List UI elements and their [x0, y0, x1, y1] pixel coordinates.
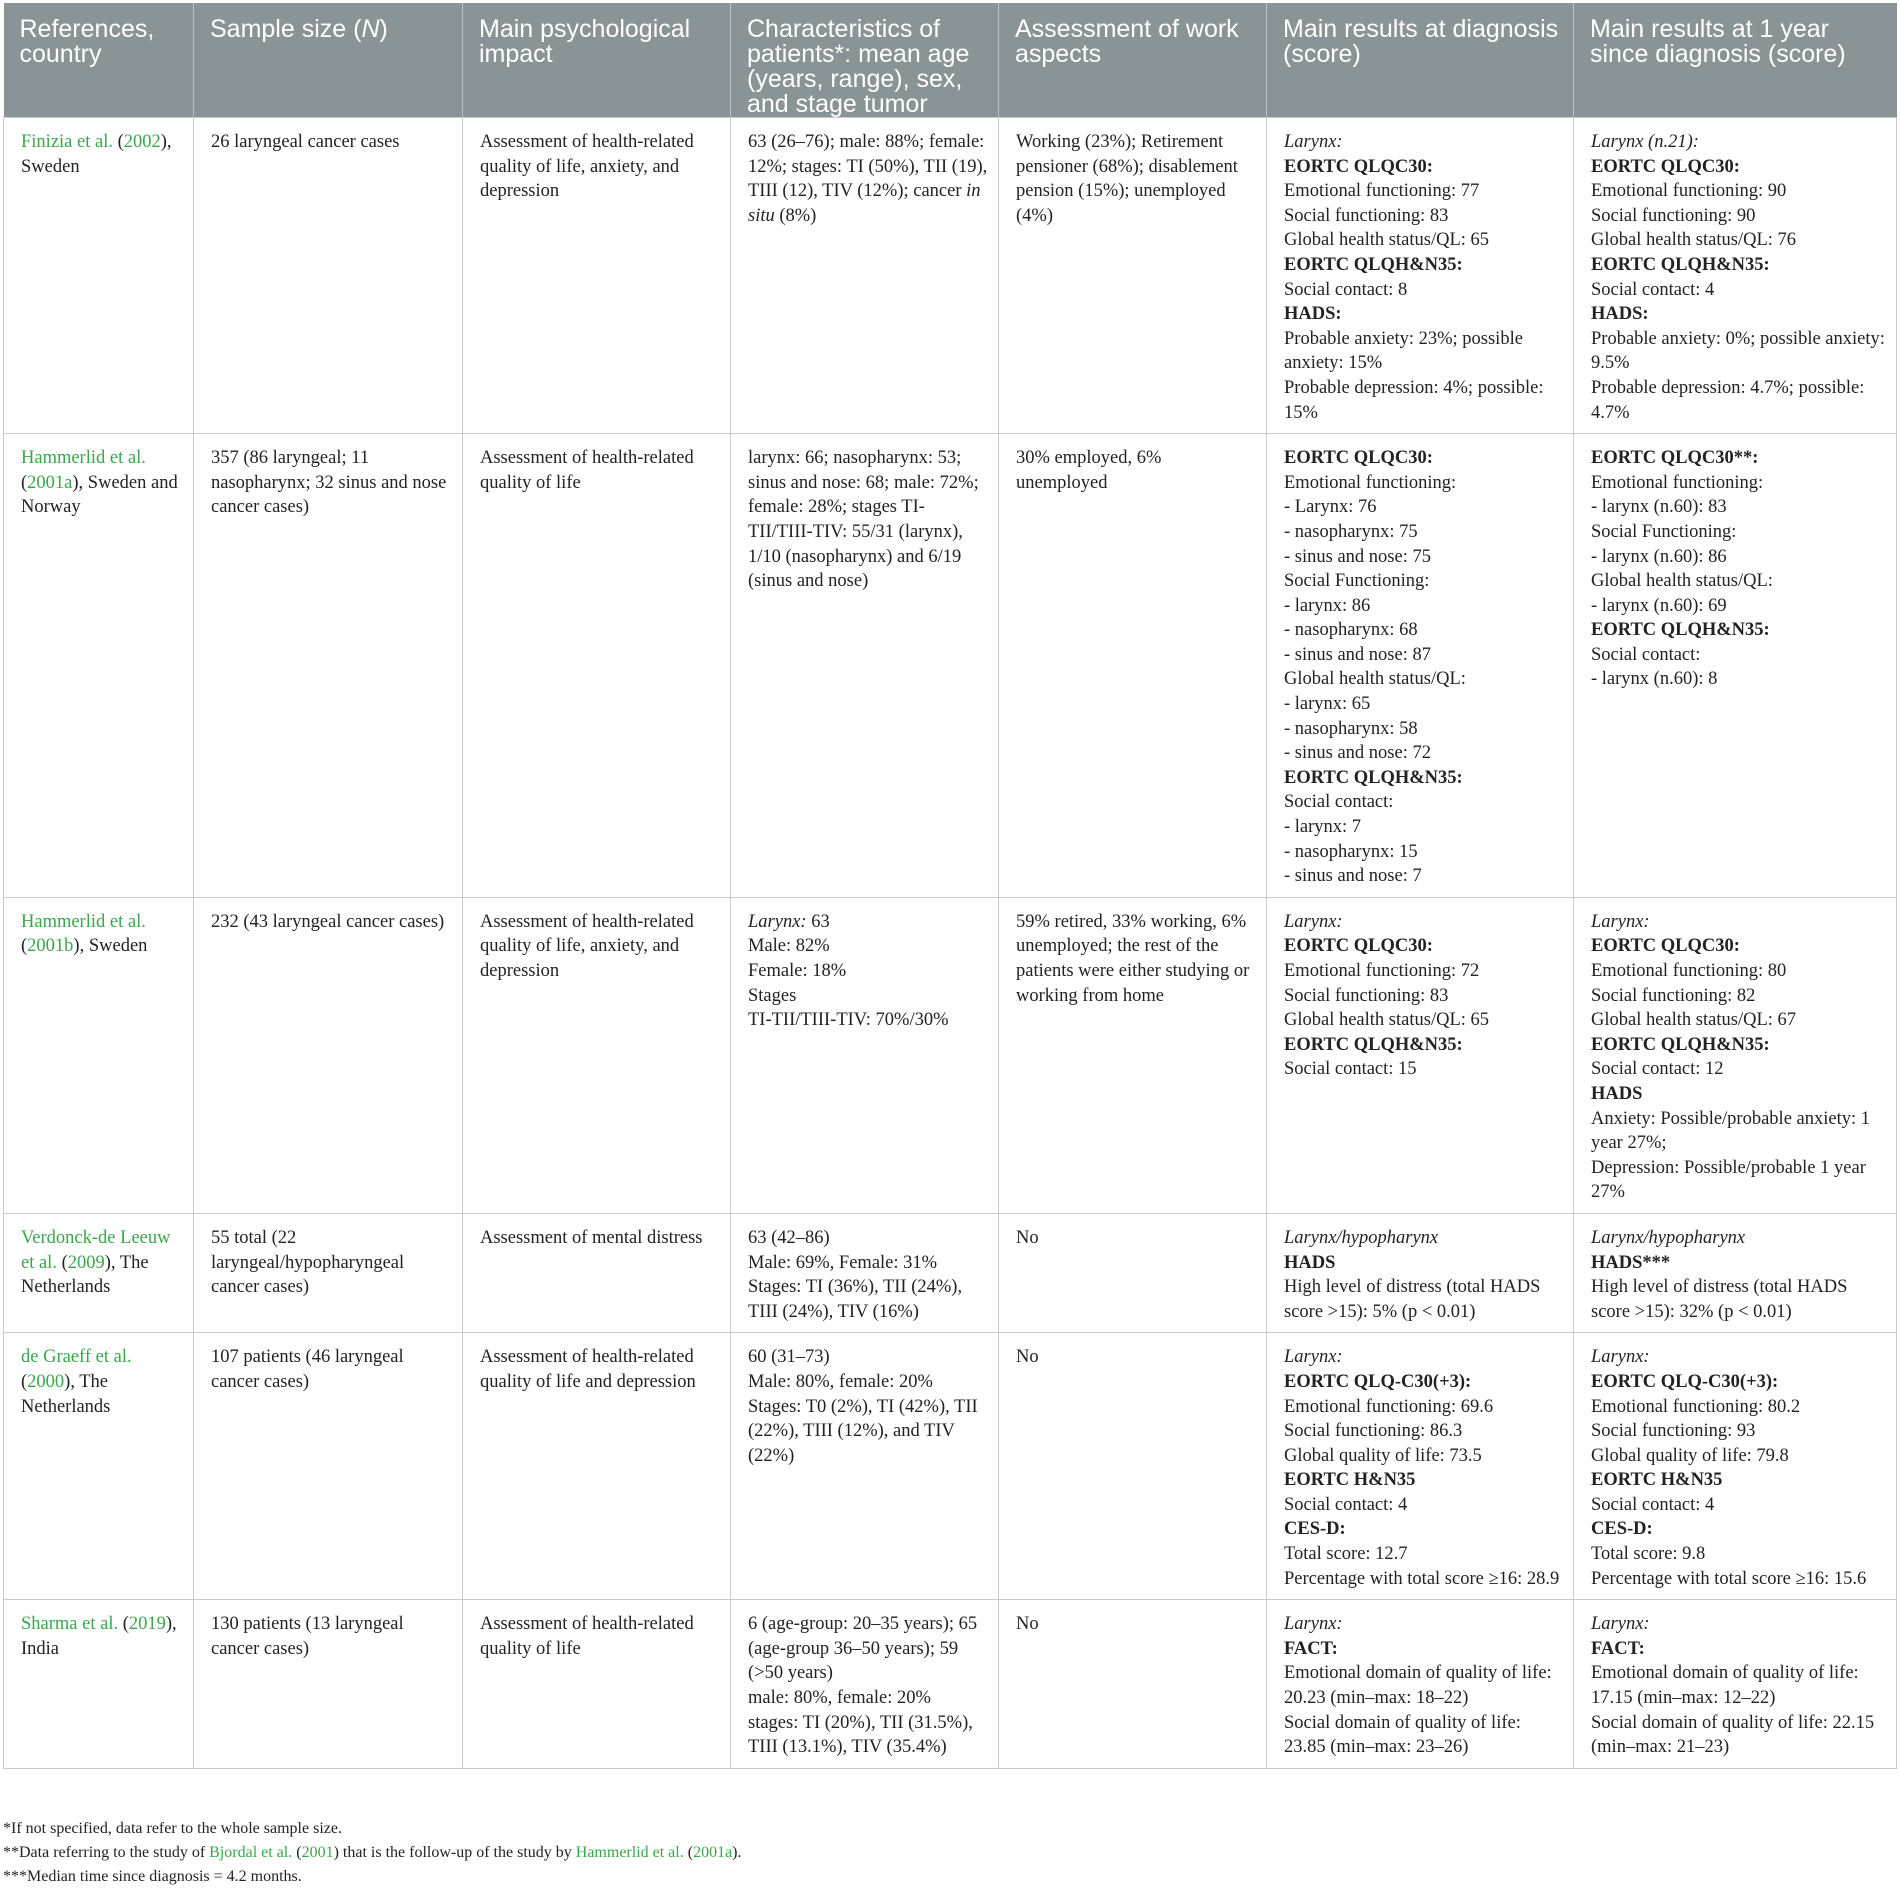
- citation-link[interactable]: Verdonck-de Leeuw et al.: [21, 1227, 171, 1273]
- result-line: EORTC QLQC30:: [1284, 936, 1433, 957]
- table-container: [3, 3, 1896, 1769]
- cell-psych-impact: Assessment of health-related quality of life: [463, 1600, 731, 1769]
- citation-link[interactable]: Hammerlid et al.: [21, 448, 146, 469]
- header-row: [4, 3, 1897, 118]
- result-line: CES-D:: [1284, 1519, 1346, 1540]
- result-line: Social contact:: [1284, 792, 1394, 813]
- text-run: 63 (26–76); male: 88%; female: 12%; stages: TI (50%), TII (19), TIII (12), TIV (12%); cancer: [748, 132, 988, 202]
- text-run: Female: 18%: [748, 961, 847, 981]
- cell-characteristics: [731, 897, 999, 1213]
- result-line: Social functioning: 90: [1591, 205, 1756, 226]
- citation-link[interactable]: Finizia et al.: [21, 132, 113, 152]
- cell-reference: Hammerlid et al. (2001a), Sweden and Norway: [4, 434, 194, 898]
- result-line: - sinus and nose: 75: [1284, 546, 1431, 567]
- result-line: - nasopharynx: 58: [1284, 718, 1418, 739]
- cell-characteristics: [731, 118, 999, 434]
- cell-results-1year: [1574, 434, 1897, 898]
- citation-year-link[interactable]: 2001a: [27, 472, 73, 493]
- cell-psych-impact: Assessment of health-related quality of life, anxiety, and depression: [463, 897, 731, 1213]
- result-line: EORTC QLQH&N35:: [1591, 254, 1770, 275]
- header-sample-size: Sample size (N): [194, 3, 463, 118]
- result-line: Emotional functioning:: [1591, 472, 1764, 493]
- cell-reference: Finizia et al. (2002), Sweden: [4, 118, 194, 434]
- result-line: Total score: 12.7: [1284, 1544, 1408, 1565]
- citation-year-link[interactable]: 2000: [27, 1371, 65, 1392]
- text-run: Male: 82%: [748, 936, 830, 957]
- result-line: 20.23 (min–max: 18–22): [1284, 1688, 1469, 1709]
- cell-characteristics: [731, 434, 999, 898]
- result-line: Global health status/QL: 67: [1591, 1010, 1797, 1031]
- result-line: Emotional functioning: 80: [1591, 961, 1787, 981]
- cell-work-aspects: 30% employed, 6% unemployed: [999, 434, 1267, 898]
- table-row: [4, 1333, 1897, 1600]
- result-line: Anxiety: Possible/probable anxiety: 1 year 27%;: [1591, 1108, 1870, 1154]
- result-line: FACT:: [1284, 1638, 1338, 1659]
- result-line: - nasopharynx: 15: [1284, 841, 1418, 862]
- result-line: Percentage with total score ≥16: 28.9: [1284, 1568, 1560, 1589]
- result-line: Global health status/QL: 65: [1284, 1010, 1490, 1031]
- text-run: Male: 80%, female: 20%: [748, 1371, 933, 1392]
- cell-work-aspects: Working (23%); Retirement pensioner (68%); disablement pension (15%); unemployed (4%): [999, 118, 1267, 434]
- result-line: Social contact: 4: [1591, 279, 1715, 300]
- cell-reference: de Graeff et al. (2000), The Netherlands: [4, 1333, 194, 1600]
- header-characteristics: Characteristics of patients*: mean age (years, range), sex, and stage tumor: [731, 3, 999, 118]
- cell-sample-size: 107 patients (46 laryngeal cancer cases): [194, 1333, 463, 1600]
- citation-year-link[interactable]: 2001b: [27, 936, 74, 957]
- result-line: - sinus and nose: 72: [1284, 743, 1431, 764]
- result-line: Global health status/QL:: [1284, 669, 1466, 690]
- result-line: Larynx/hypopharynx: [1591, 1227, 1746, 1248]
- cell-sample-size: 55 total (22 laryngeal/hypopharyngeal cancer cases): [194, 1213, 463, 1332]
- result-line: Social Functioning:: [1591, 521, 1737, 542]
- result-line: Emotional functioning: 77: [1284, 181, 1480, 202]
- table-row: [4, 118, 1897, 434]
- result-line: Social contact: 15: [1284, 1059, 1417, 1080]
- result-line: Depression: Possible/probable 1 year 27%: [1591, 1157, 1866, 1203]
- result-line: EORTC QLQH&N35:: [1591, 620, 1770, 641]
- result-line: - sinus and nose: 7: [1284, 866, 1422, 887]
- result-line: Larynx:: [1284, 1347, 1343, 1368]
- result-line: Social contact:: [1591, 644, 1701, 665]
- cell-results-1year: [1574, 897, 1897, 1213]
- result-line: Emotional functioning:: [1284, 472, 1457, 493]
- result-line: EORTC H&N35: [1284, 1470, 1416, 1491]
- result-line: Social contact: 8: [1284, 279, 1408, 300]
- footnote-2: **Data referring to the study of Bjordal et al. (2001) that is the follow-up of the study by Hammerlid et al. (2001a).: [3, 1844, 742, 1861]
- cell-characteristics: [731, 1600, 999, 1769]
- result-line: Social functioning: 83: [1284, 205, 1449, 226]
- result-line: - larynx (n.60): 8: [1591, 669, 1718, 690]
- cell-psych-impact: Assessment of health-related quality of life and depression: [463, 1333, 731, 1600]
- result-line: - larynx (n.60): 83: [1591, 497, 1727, 518]
- result-line: Probable depression: 4%; possible: 15%: [1284, 377, 1544, 423]
- result-line: Larynx:: [1591, 1614, 1650, 1635]
- result-line: Larynx/hypopharynx: [1284, 1227, 1439, 1248]
- result-line: HADS:: [1284, 304, 1342, 325]
- result-line: Social functioning: 82: [1591, 985, 1756, 1006]
- result-line: Emotional functioning: 72: [1284, 961, 1480, 981]
- result-line: HADS***: [1591, 1252, 1671, 1273]
- text-run: in situ: [748, 181, 981, 226]
- text-run: TI-TII/TIII-TIV: 70%/30%: [748, 1010, 949, 1031]
- result-line: - larynx: 65: [1284, 694, 1371, 715]
- result-line: Larynx:: [1284, 911, 1343, 932]
- header-work-aspects: Assessment of work aspects: [999, 3, 1267, 118]
- result-line: Larynx:: [1284, 1614, 1343, 1635]
- footnote-3: ***Median time since diagnosis = 4.2 months.: [3, 1868, 302, 1885]
- result-line: High level of distress (total HADS score >15): 5% (p < 0.01): [1284, 1277, 1541, 1322]
- result-line: Probable depression: 4.7%; possible: 4.7%: [1591, 377, 1865, 423]
- cell-reference: Hammerlid et al. (2001b), Sweden: [4, 897, 194, 1213]
- result-line: Social contact: 4: [1591, 1494, 1715, 1515]
- text-run: 63 (42–86): [748, 1227, 830, 1248]
- result-line: EORTC QLQH&N35:: [1284, 254, 1463, 275]
- text-run: Male: 69%, Female: 31%: [748, 1252, 938, 1273]
- result-line: Emotional domain of quality of life:: [1284, 1663, 1552, 1684]
- result-line: Social Functioning:: [1284, 571, 1430, 592]
- result-line: Social domain of quality of life: 23.85 (min–max: 23–26): [1284, 1712, 1521, 1758]
- cell-results-diagnosis: [1267, 118, 1574, 434]
- result-line: Emotional functioning: 90: [1591, 181, 1787, 202]
- result-line: Larynx:: [1284, 132, 1343, 152]
- cell-results-1year: [1574, 1333, 1897, 1600]
- cell-characteristics: [731, 1333, 999, 1600]
- result-line: EORTC QLQC30:: [1284, 448, 1433, 469]
- text-run: Stages: TI (36%), TII (24%), TIII (24%), TIV (16%): [748, 1277, 963, 1322]
- result-line: - larynx: 86: [1284, 595, 1371, 616]
- cell-psych-impact: Assessment of health-related quality of life: [463, 434, 731, 898]
- text-run: larynx: 66; nasopharynx: 53; sinus and nose: 68; male: 72%; female: 28%; stages TI-TII/TIII-TIV: 55/31 (larynx), 1/10 (nasopharynx) and 6/19 (sinus and nose): [748, 448, 979, 592]
- citation-year-link[interactable]: 2001: [301, 1844, 334, 1861]
- result-line: Global health status/QL: 76: [1591, 230, 1797, 251]
- cell-results-diagnosis: [1267, 1600, 1574, 1769]
- result-line: Social functioning: 93: [1591, 1421, 1756, 1442]
- cell-sample-size: 26 laryngeal cancer cases: [194, 118, 463, 434]
- data-table: [3, 3, 1897, 1769]
- result-line: Percentage with total score ≥16: 15.6: [1591, 1568, 1867, 1589]
- table-row: [4, 897, 1897, 1213]
- cell-psych-impact: Assessment of health-related quality of life, anxiety, and depression: [463, 118, 731, 434]
- text-run: stages: TI (20%), TII (31.5%), TIII (13.1%), TIV (35.4%): [748, 1712, 973, 1758]
- result-line: Probable anxiety: 0%; possible anxiety: 9.5%: [1591, 328, 1885, 374]
- result-line: High level of distress (total HADS score >15): 32% (p < 0.01): [1591, 1277, 1848, 1322]
- result-line: - nasopharynx: 68: [1284, 620, 1418, 641]
- cell-work-aspects: 59% retired, 33% working, 6% unemployed; the rest of the patients were either studying or working from home: [999, 897, 1267, 1213]
- cell-work-aspects: No: [999, 1333, 1267, 1600]
- table-row: [4, 434, 1897, 898]
- result-line: EORTC QLQC30:: [1591, 156, 1740, 177]
- result-line: Emotional functioning: 80.2: [1591, 1396, 1801, 1417]
- result-line: Emotional domain of quality of life: 17.15 (min–max: 12–22): [1591, 1663, 1859, 1709]
- text-run: 6 (age-group: 20–35 years); 65 (age-group 36–50 years); 59 (>50 years): [748, 1614, 978, 1684]
- cell-results-1year: [1574, 1600, 1897, 1769]
- result-line: EORTC QLQH&N35:: [1591, 1034, 1770, 1055]
- header-results-1year: Main results at 1 year since diagnosis (score): [1574, 3, 1897, 118]
- result-line: EORTC QLQ-C30(+3):: [1591, 1371, 1779, 1392]
- text-run: Stages: T0 (2%), TI (42%), TII (22%), TIII (12%), and TIV (22%): [748, 1396, 978, 1466]
- citation-year-link[interactable]: 2002: [123, 132, 161, 152]
- text-run: 60 (31–73): [748, 1347, 830, 1368]
- result-line: Probable anxiety: 23%; possible anxiety: 15%: [1284, 328, 1523, 374]
- text-run: 63: [806, 911, 830, 932]
- result-line: EORTC QLQH&N35:: [1284, 767, 1463, 788]
- header-references: References, country: [4, 3, 194, 118]
- cell-work-aspects: No: [999, 1213, 1267, 1332]
- table-row: [4, 1600, 1897, 1769]
- result-line: Global quality of life: 79.8: [1591, 1445, 1789, 1466]
- result-line: Social domain of quality of life: 22.15 (min–max: 21–23): [1591, 1712, 1875, 1758]
- result-line: Larynx:: [1591, 1347, 1650, 1368]
- result-line: EORTC H&N35: [1591, 1470, 1723, 1491]
- cell-results-diagnosis: [1267, 434, 1574, 898]
- result-line: EORTC QLQ-C30(+3):: [1284, 1371, 1472, 1392]
- result-line: Social contact: 12: [1591, 1059, 1724, 1080]
- result-line: Social functioning: 86.3: [1284, 1421, 1463, 1442]
- result-line: EORTC QLQH&N35:: [1284, 1034, 1463, 1055]
- result-line: - larynx (n.60): 69: [1591, 595, 1727, 616]
- result-line: Global health status/QL:: [1591, 571, 1773, 592]
- table-row: [4, 1213, 1897, 1332]
- cell-results-diagnosis: [1267, 897, 1574, 1213]
- result-line: Social contact: 4: [1284, 1494, 1408, 1515]
- result-line: EORTC QLQC30:: [1591, 936, 1740, 957]
- citation-link[interactable]: Sharma et al.: [21, 1614, 119, 1635]
- cell-results-1year: [1574, 1213, 1897, 1332]
- text-run: Stages: [748, 985, 797, 1006]
- result-line: - larynx: 7: [1284, 817, 1362, 838]
- header-results-diagnosis: Main results at diagnosis (score): [1267, 3, 1574, 118]
- result-line: Global quality of life: 73.5: [1284, 1445, 1482, 1466]
- cell-sample-size: 357 (86 laryngeal; 11 nasopharynx; 32 sinus and nose cancer cases): [194, 434, 463, 898]
- result-line: HADS: [1284, 1252, 1336, 1273]
- result-line: HADS: [1591, 1083, 1643, 1104]
- cell-reference: Sharma et al. (2019), India: [4, 1600, 194, 1769]
- citation-link[interactable]: Hammerlid et al.: [575, 1844, 684, 1861]
- result-line: CES-D:: [1591, 1519, 1653, 1540]
- result-line: Larynx (n.21):: [1591, 132, 1699, 152]
- cell-results-1year: [1574, 118, 1897, 434]
- result-line: Total score: 9.8: [1591, 1544, 1706, 1565]
- result-line: Global health status/QL: 65: [1284, 230, 1490, 251]
- result-line: Emotional functioning: 69.6: [1284, 1396, 1494, 1417]
- result-line: HADS:: [1591, 304, 1649, 325]
- text-run: (8%): [774, 205, 817, 226]
- cell-sample-size: 232 (43 laryngeal cancer cases): [194, 897, 463, 1213]
- cell-results-diagnosis: [1267, 1213, 1574, 1332]
- result-line: Social functioning: 83: [1284, 985, 1449, 1006]
- cell-work-aspects: No: [999, 1600, 1267, 1769]
- result-line: Larynx:: [1591, 911, 1650, 932]
- citation-link[interactable]: Bjordal et al.: [209, 1844, 293, 1861]
- result-line: EORTC QLQC30:: [1284, 156, 1433, 177]
- result-line: - sinus and nose: 87: [1284, 644, 1431, 665]
- citation-link[interactable]: Hammerlid et al.: [21, 911, 146, 932]
- text-run: male: 80%, female: 20%: [748, 1688, 931, 1709]
- result-line: EORTC QLQC30**:: [1591, 448, 1759, 469]
- cell-results-diagnosis: [1267, 1333, 1574, 1600]
- header-psych-impact: Main psychological impact: [463, 3, 731, 118]
- cell-characteristics: [731, 1213, 999, 1332]
- footnote-1: *If not specified, data refer to the whole sample size.: [3, 1820, 342, 1837]
- citation-year-link[interactable]: 2019: [128, 1614, 166, 1635]
- result-line: - Larynx: 76: [1284, 497, 1377, 518]
- citation-year-link[interactable]: 2001a: [693, 1844, 733, 1861]
- text-run: Larynx:: [748, 911, 807, 932]
- cell-reference: Verdonck-de Leeuw et al. (2009), The Netherlands: [4, 1213, 194, 1332]
- citation-link[interactable]: de Graeff et al.: [21, 1347, 132, 1368]
- result-line: FACT:: [1591, 1638, 1645, 1659]
- cell-psych-impact: Assessment of mental distress: [463, 1213, 731, 1332]
- result-line: - larynx (n.60): 86: [1591, 546, 1727, 567]
- cell-sample-size: 130 patients (13 laryngeal cancer cases): [194, 1600, 463, 1769]
- citation-year-link[interactable]: 2009: [67, 1252, 105, 1273]
- result-line: - nasopharynx: 75: [1284, 521, 1418, 542]
